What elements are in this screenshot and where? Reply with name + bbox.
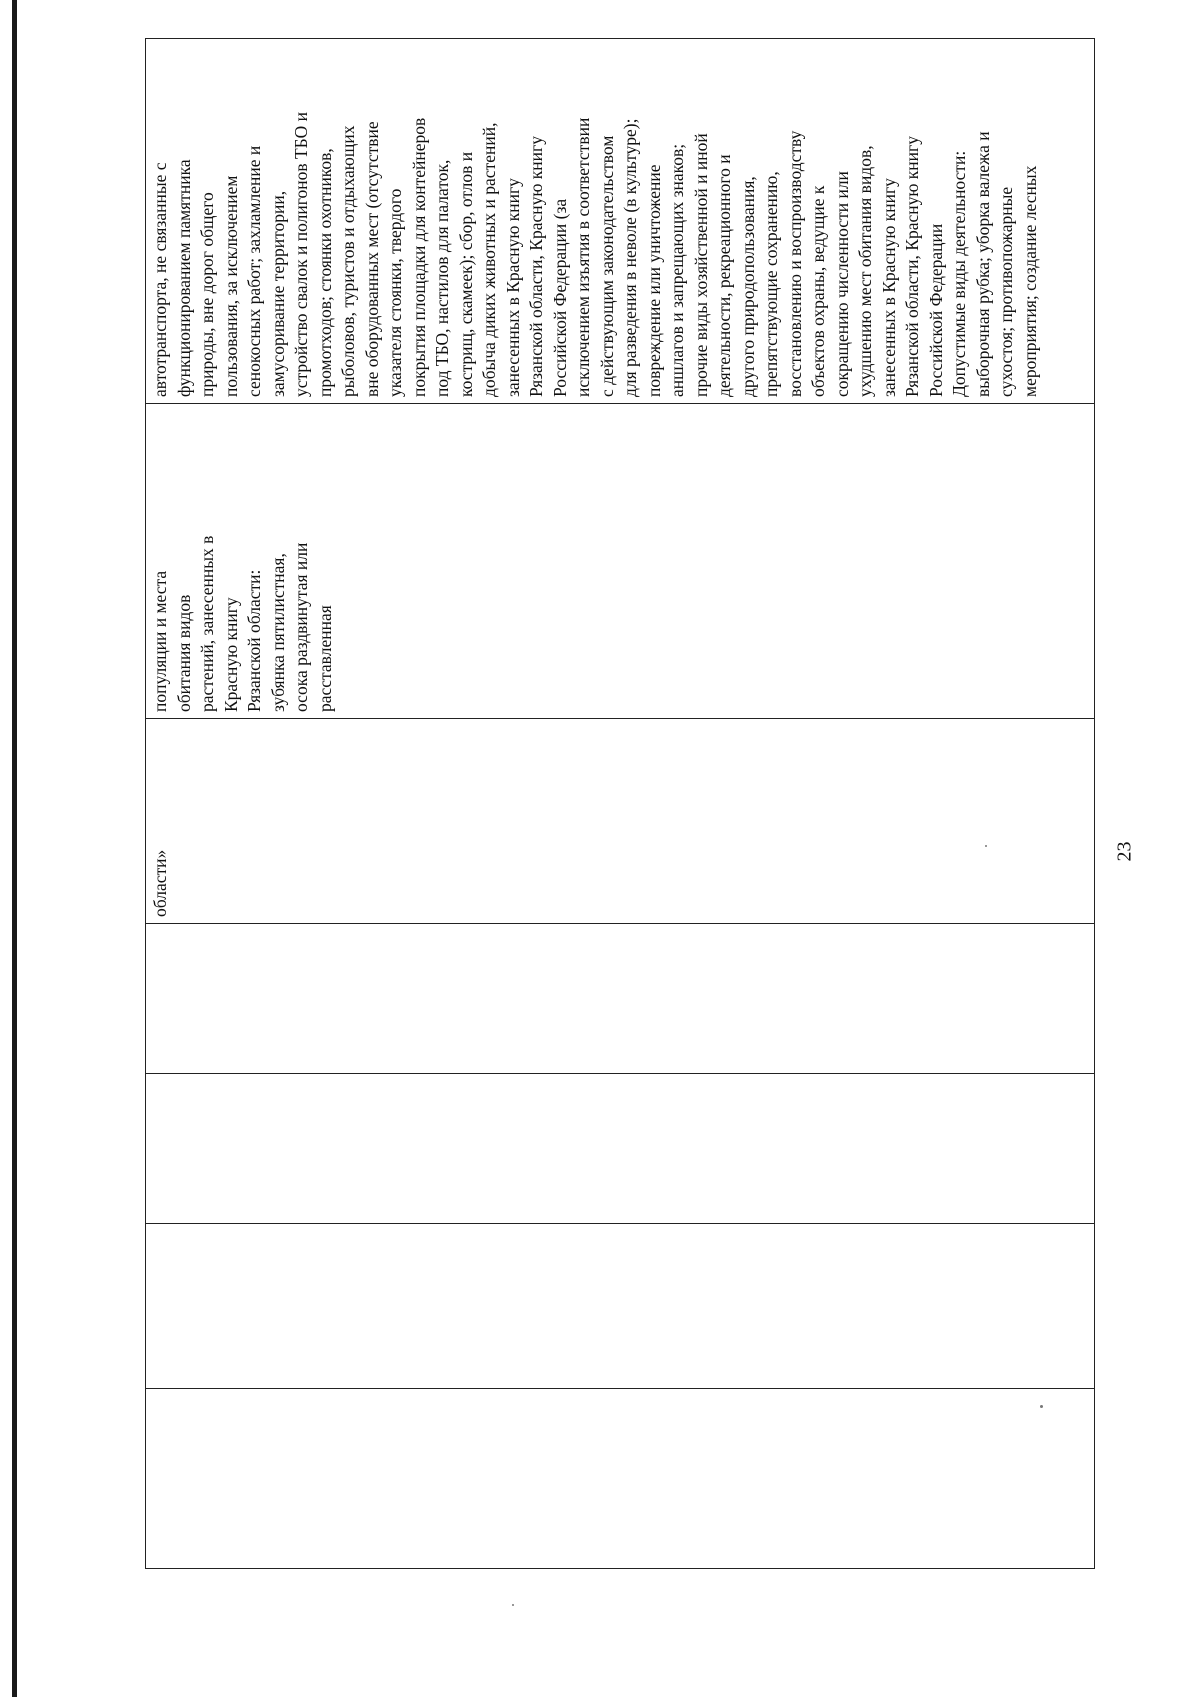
protected-objects-text: популяции и места обитания видов растений, занесенных в Красную книгу Рязанской области: зубянка пятилистная, осока раздвинутая или расставленная	[150, 535, 335, 712]
table-cell-col1	[146, 1389, 1095, 1569]
table-row	[146, 39, 1095, 1569]
table-cell-col4	[146, 924, 1095, 1074]
rotated-page-content	[145, 39, 1095, 1569]
table-cell-col2	[146, 1224, 1095, 1389]
scan-speck	[512, 1604, 514, 1606]
table-cell-col3	[146, 1074, 1095, 1224]
area-name-text: области»	[150, 849, 170, 917]
table-cell-protected-objects	[146, 404, 1095, 719]
table-cell-regime	[146, 39, 1095, 404]
binding-edge-line	[12, 0, 17, 1697]
regime-text: автотранспорта, не связанные с функционированием памятника природы, вне дорог общего пользования, за исключением сенокосных работ; захламление и замусоривание территории, устройство свалок и полигонов ТБО и промотходов; стоянки охотников, рыболовов, туристов и отдыхающих вне оборудованных мест (отсутствие указателя стоянки, твердого покрытия площадки для контейнеров под ТБО, настилов для палаток, кострищ, скамеек); сбор, отлов и добыча диких животных и растений, занесенных в Красную книгу Рязанской области, Красную книгу Российской Федерации (за исключением изъятия в соответствии с действующим законодательством для разведения в неволе (в культуре); повреждение или уничтожение аншлагов и запрещающих знаков; прочие виды хозяйственной и иной деятельности, рекреационного и другого природопользования, препятствующие сохранению, восстановлению и воспроизводству объектов охраны, ведущие к сокращению численности или ухудшению мест обитания видов, занесенных в Красную книгу Рязанской области, Красную книгу Российской Федерации Допустимые виды деятельности: выборочная рубка; уборка валежа и сухостоя; противопожарные мероприятия; создание лесных	[150, 112, 1040, 397]
regulation-table	[145, 38, 1095, 1569]
table-cell-area-name	[146, 719, 1095, 924]
scan-speck	[1040, 1405, 1043, 1408]
page-number: 23	[1113, 841, 1136, 862]
scan-speck	[985, 845, 987, 847]
